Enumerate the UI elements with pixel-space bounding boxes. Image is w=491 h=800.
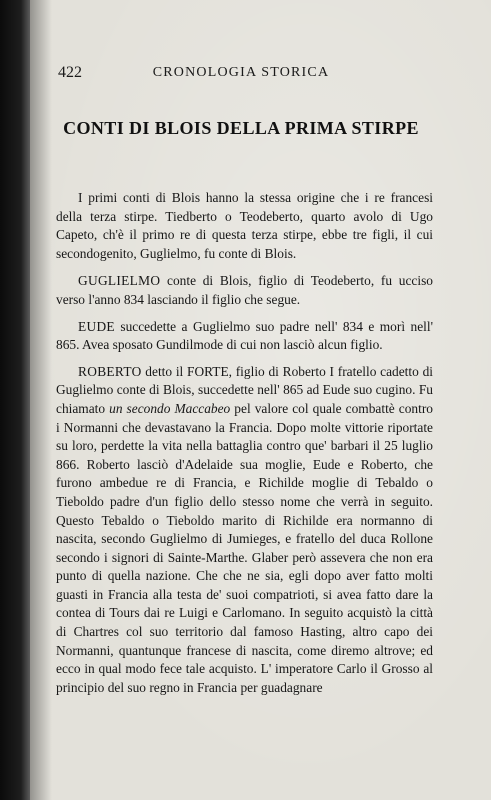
entry-name: GUGLIELMO xyxy=(78,273,161,289)
paragraph-roberto xyxy=(56,363,433,698)
paragraph-guglielmo xyxy=(56,272,433,309)
chapter-title: CONTI DI BLOIS DELLA PRIMA STIRPE xyxy=(63,118,419,138)
running-head xyxy=(58,64,424,84)
page-number: 422 xyxy=(58,64,82,81)
entry-name: EUDE xyxy=(78,318,115,334)
paragraph-intro xyxy=(56,189,433,263)
paragraph-text: detto il FORTE, figlio di Roberto I fratello cadetto di Guglielmo conte di Blois, succedette nell' 865 ad Eude suo cugino. Fu chiamato xyxy=(56,363,433,416)
paragraph-text-continued: pel valore col quale combattè contro i Normanni che devastavano la Francia. Dopo molte vittorie riportate su loro, perdette la vita nella battaglia contro que' barbari il 25 luglio 866. Roberto lasciò d'Adelaide sua moglie, Eude e Roberto, che furono ambedue re di Francia, e Richilde moglie di Tebaldo o Tieboldo padre d'un figlio dello stesso nome che verrà in seguito. Questo Tebaldo o Tieboldo marito di Richilde era normanno di nascita, secondo Guglielmo di Jumieges, e fratello del duca Rollone secondo i signori di Sainte-Marthe. Glaber però assevera che non era punto di quella nazione. Che che ne sia, egli dopo aver fatto molti guasti in Francia alla testa de' suoi compatrioti, si avea fatto dare la contea di Tours dai re Luigi e Carlomano. In seguito acquistò la città di Chartres col suo territorio dal famoso Hasting, altro capo dei Normanni, quantunque francese di nascita, come diremo altrove; ed ecco in qual modo fece tale acquisto. L' imperatore Carlo il Grosso al principio del suo regno in Francia per guadagnare xyxy=(56,400,433,695)
paragraph-text: I primi conti di Blois hanno la stessa origine che i re francesi della terza stirpe. Tiedberto o Teodeberto, quarto avolo di Ugo Capeto, ch'è il primo re di questa terza stirpe, ebbe tre figli, il cui secondogenito, Guglielmo, fu conte di Blois. xyxy=(56,190,433,261)
gutter-shadow xyxy=(30,0,52,800)
paragraph-text: conte di Blois, figlio di Teodeberto, fu ucciso verso l'anno 834 lasciando il figlio che segue. xyxy=(56,273,433,307)
paragraph-eude xyxy=(56,318,433,355)
italic-phrase: un secondo Maccabeo xyxy=(109,400,231,416)
paragraph-text: succedette a Guglielmo suo padre nell' 834 e morì nell' 865. Avea sposato Gundilmode di cui non lasciò alcun figlio. xyxy=(56,318,433,353)
running-title: CRONOLOGIA STORICA xyxy=(152,65,330,80)
body-text xyxy=(56,189,433,706)
entry-name: ROBERTO xyxy=(78,363,142,379)
